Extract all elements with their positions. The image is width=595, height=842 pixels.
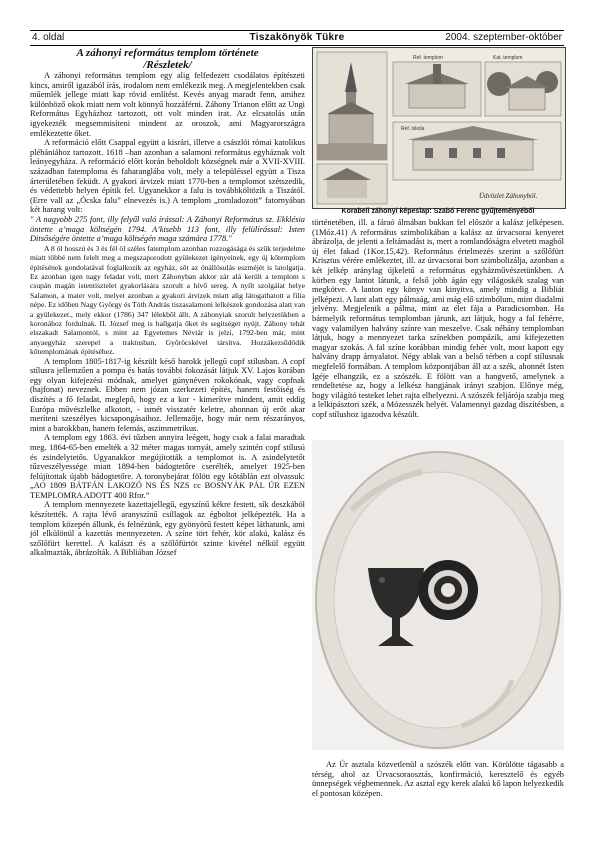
postcard-label-b: Kat. templom (493, 55, 523, 61)
paragraph-6: A templom mennyezete kazettajellegű, egyszínű kékre festett, sík deszkából készítették. A rajta lévő aranyszínű csillagok az égboltot jelképezték. Ha a templom közepén állunk, és felnézünk, egy gyönyörű festett képet láthatunk, ami jól elkülönül a kazettás mennyezeten. A színe tört fehér, kör alakú, kalász és szőlőfürt kerettel. A kalászt és a szőlőfürtöt szinte kivétel nélkül együtt alkalmazták, ábrázolták. A Bibliában József (30, 500, 305, 558)
paragraph-3: A 8 öl hosszú és 3 és fél öl széles fatemplom azonban rozzogásága és szűk terjedelme miatt többé nem felelt meg a megszaporodott gyülekezet igényeinek, egy új kőtemplom építésének gondolatával foglalkozik az egyház, sőt az önállósulás eszméjét is latolgatja. Ez azonban igen nagy feladat volt, mert Záhonyban akkor zár alá került a templom s csupán magán istentisztelet gyakorlására szorult a hívő sereg. A nyílt szolgálat helye Salamon, a mater volt, melyet azonban a gyakori árvizek miatt alig látogathatott a filia népe. Ez időben Nagy György és Tóth András tiszasalamoni lelkészek gondozása alatt van a gyülekezet., mely ekkor (1786) 347 lélekből állt. A záhonyiak szorult helyzetükben a koronához fordulnak. II. József meg is hallgatja őket és segítséget nyújt. Záhony tehát elszakadt Salamontól, s mint az Egyetemes Névtár is jelzi, 1792-ben már, mint anyaegyház szerepel a traktusban, Győröcskével társítva. Hozzákezsűdődik kőtemplomának építéséhez. (30, 243, 305, 357)
article-title-text: A záhonyi református templom története (76, 47, 259, 59)
page-header (30, 30, 564, 46)
article-column-right (312, 218, 564, 419)
issue-date: 2004. szeptember-október (445, 32, 562, 43)
communion-plate-illustration (312, 440, 564, 750)
paragraph-4: A templom 1805-1817-ig készült késő barokk jellegű copf stílusban. A copf stílusra jellemzően a pompa és hatás további fokozását látjuk XV. Lajos korában egy olyan kifejezési módnak, amelyet gúnynéven rokokónak, vagy copfnak (hajfonat) neveznek. Ebben nem józan szerkezeti építés, hanem festőiség és díszítés a fő feladat, meglepő, hogy ez a kor - kimerítve mindent, amit eddig Európa művészlelke alkotott, - ismét visszatér keletre, ahonnan új erőt akar meríteni szeszélyes kicsapongásaihoz. Jellemzője, hogy már nem részarányos, mint a barokkban, hanem felemás, aszimmetrikus. (30, 356, 305, 433)
paragraph-7: történetében, ill. a fáraó álmában bukkan fel először a kalász jelképesen. (1Móz.41) A református szimbolikában a kalász az úrvacsorai kenyeret ábrázolja, de jelenti a feltámadást is, mert a romlandóságra elvetett magból új élet fakad (1Kor.15,42). Református értelmezés szerint a szőlőfürt Krisztus vérére emlékeztet, ill. az úrvacsorai bort szimbolizálja, azonban a két jelkép aránylag újkeletű a református egyházművészetünkben. A körben egy lantot látunk, a felső jobb ágán egy világoskék szalag van megkötve. A lanton egy könyv van kinyitva, amely mindig a Bibliát jelképezi. A lant alatt egy pálmaág, ami mág elő szimbólum, mint diadalmi jelvény. Megjelenik a pálma, mint az élet fája a Paradicsomban. Ha bármelyik református templomban járunk, azt látjuk, hogy a fal fehérre, vagy valamilyen halvány színre van meszelve. Csak néhány templomban látjuk, hogy a mennyezet tarka színekben pompázik, ami kifejezetten magyar szokás. A fal színe korábban mindig fehér volt, most kapott egy halvány drapp árnyalatot. Négy ablak van a belső térben a copf stílusnak megfelelő formában. A templom központjában áll az a szék, ahonnét Isten Igéje elhangzik, ez a szószék. E fölött van a hangvető, amelynek a rendeltetése az, hogy a lelkész hangjának irányt szabjon. Előnye még, hogy világító testeket lehet rajta elhelyezni. A szószék feljárója szabja meg a lelkipásztori szék, a Mózesszék helyét. Valamennyi gazdag díszítésben, a copf stílushoz igazodva készült. (312, 218, 564, 419)
article-column-right-bottom (312, 760, 564, 798)
article-column-left (30, 47, 305, 558)
postcard-label-c: Ref. iskola (401, 126, 425, 132)
postcard-image (312, 47, 566, 209)
paragraph-1: A záhonyi református templom egy alig felfedezett csodálatos építészeti kincs, amiről igazából írás, irodalom nem emlékezik meg. A megjelentekben csak műemlék jellege miatt kap rövid említést. Kevés anyag maradt fenn, amihez különböző okok miatt nem volt könnyű hozzáférni. Záhony Trianon előtt az Ungi Református Egyházhoz tartozott, ott volt minden irat. Az elcsatolás után igyekezték megsemmisíteni mindent az oroszok, ami Magyarországra emlékeztette őket. (30, 71, 305, 138)
paragraph-8: Az Úr asztala közvetlenül a szószék előtt van. Körülötte tágasabb a térség, ahol az Úrvacsoraosztás, konfirmáció, keresztelő és egyéb ünnepségek végbemennek. Az asztal egy kerek alakú kő lapon helyezkedik el pontosan középen. (312, 760, 564, 798)
page-number: 4. oldal (32, 32, 65, 43)
communion-plate-image (312, 440, 564, 750)
postcard-caption: Korabeli záhonyi képeslap: Szabó Ferenc gyűjteményéből (341, 208, 535, 215)
bell-inscription-quote: " A nagyobb 275 font, illy felyűl való írással: A Záhonyi Református sz. Ekklésia öntette a’maga költségén 1794. A’kisebb 113 font, illy felülírással: Isten Ditsőségére öntette a’maga költségén maga számára 1778." (30, 214, 305, 244)
paragraph-5: A templom egy 1863. évi tűzben annyira leégett, hogy csak a falai maradtak meg. 1864-65-ben emelték a 32 méter magas tornyát, amely szintén copf stílusú és zsindelytetős. Ugyanakkor megújították a templomot is. A zsindelytetőt tűzveszélyessége miatt 1894-ben bádogtetőre cserélték, amelyet 1925-ben felújítottak újabb bádogtetőre. A toronybejárat fölött egy kőtáblán ezt olvassuk: „AO 1809 BÁTFÁN LAKOZÓ NS ÉS NZS cc BOSNYÁK PÁL ÚR EZEN TEMPLOMRA ADOTT 400 Rfor.” (30, 433, 305, 500)
article-subtitle: /Részletek/ (143, 59, 192, 71)
paragraph-2: A reformáció előtt Csappal együtt a kisrári, illetve a császlói római katolikus plébániához tartozott. 1618 –ban azonban a salamoni református egyháznak volt leányegyháza. A reformáció előtt korán beholdolt községnek már a XVII-XVIII. században fatemploma és faharanglába volt, mely a településsel együtt a Tisza árterületében feküdt. A gyakori árvizek miatt 1770-ben a templomot szétszedik, és védettebb helyen építik fel. Ugyanekkor a falu is továbbköltözik a Tiszától. (Erre vall az „Ócska falu” elnevezés is.) A templom „romladozott” fatornyában két harang volt: (30, 138, 305, 215)
postcard-label-a: Ref. templom (413, 55, 443, 61)
publication-title: Tiszakönyök Tükre (249, 32, 345, 43)
postcard-greeting: Üdvözlet Záhonyból. (479, 192, 538, 200)
postcard-illustration (313, 48, 565, 208)
article-title (30, 47, 305, 71)
